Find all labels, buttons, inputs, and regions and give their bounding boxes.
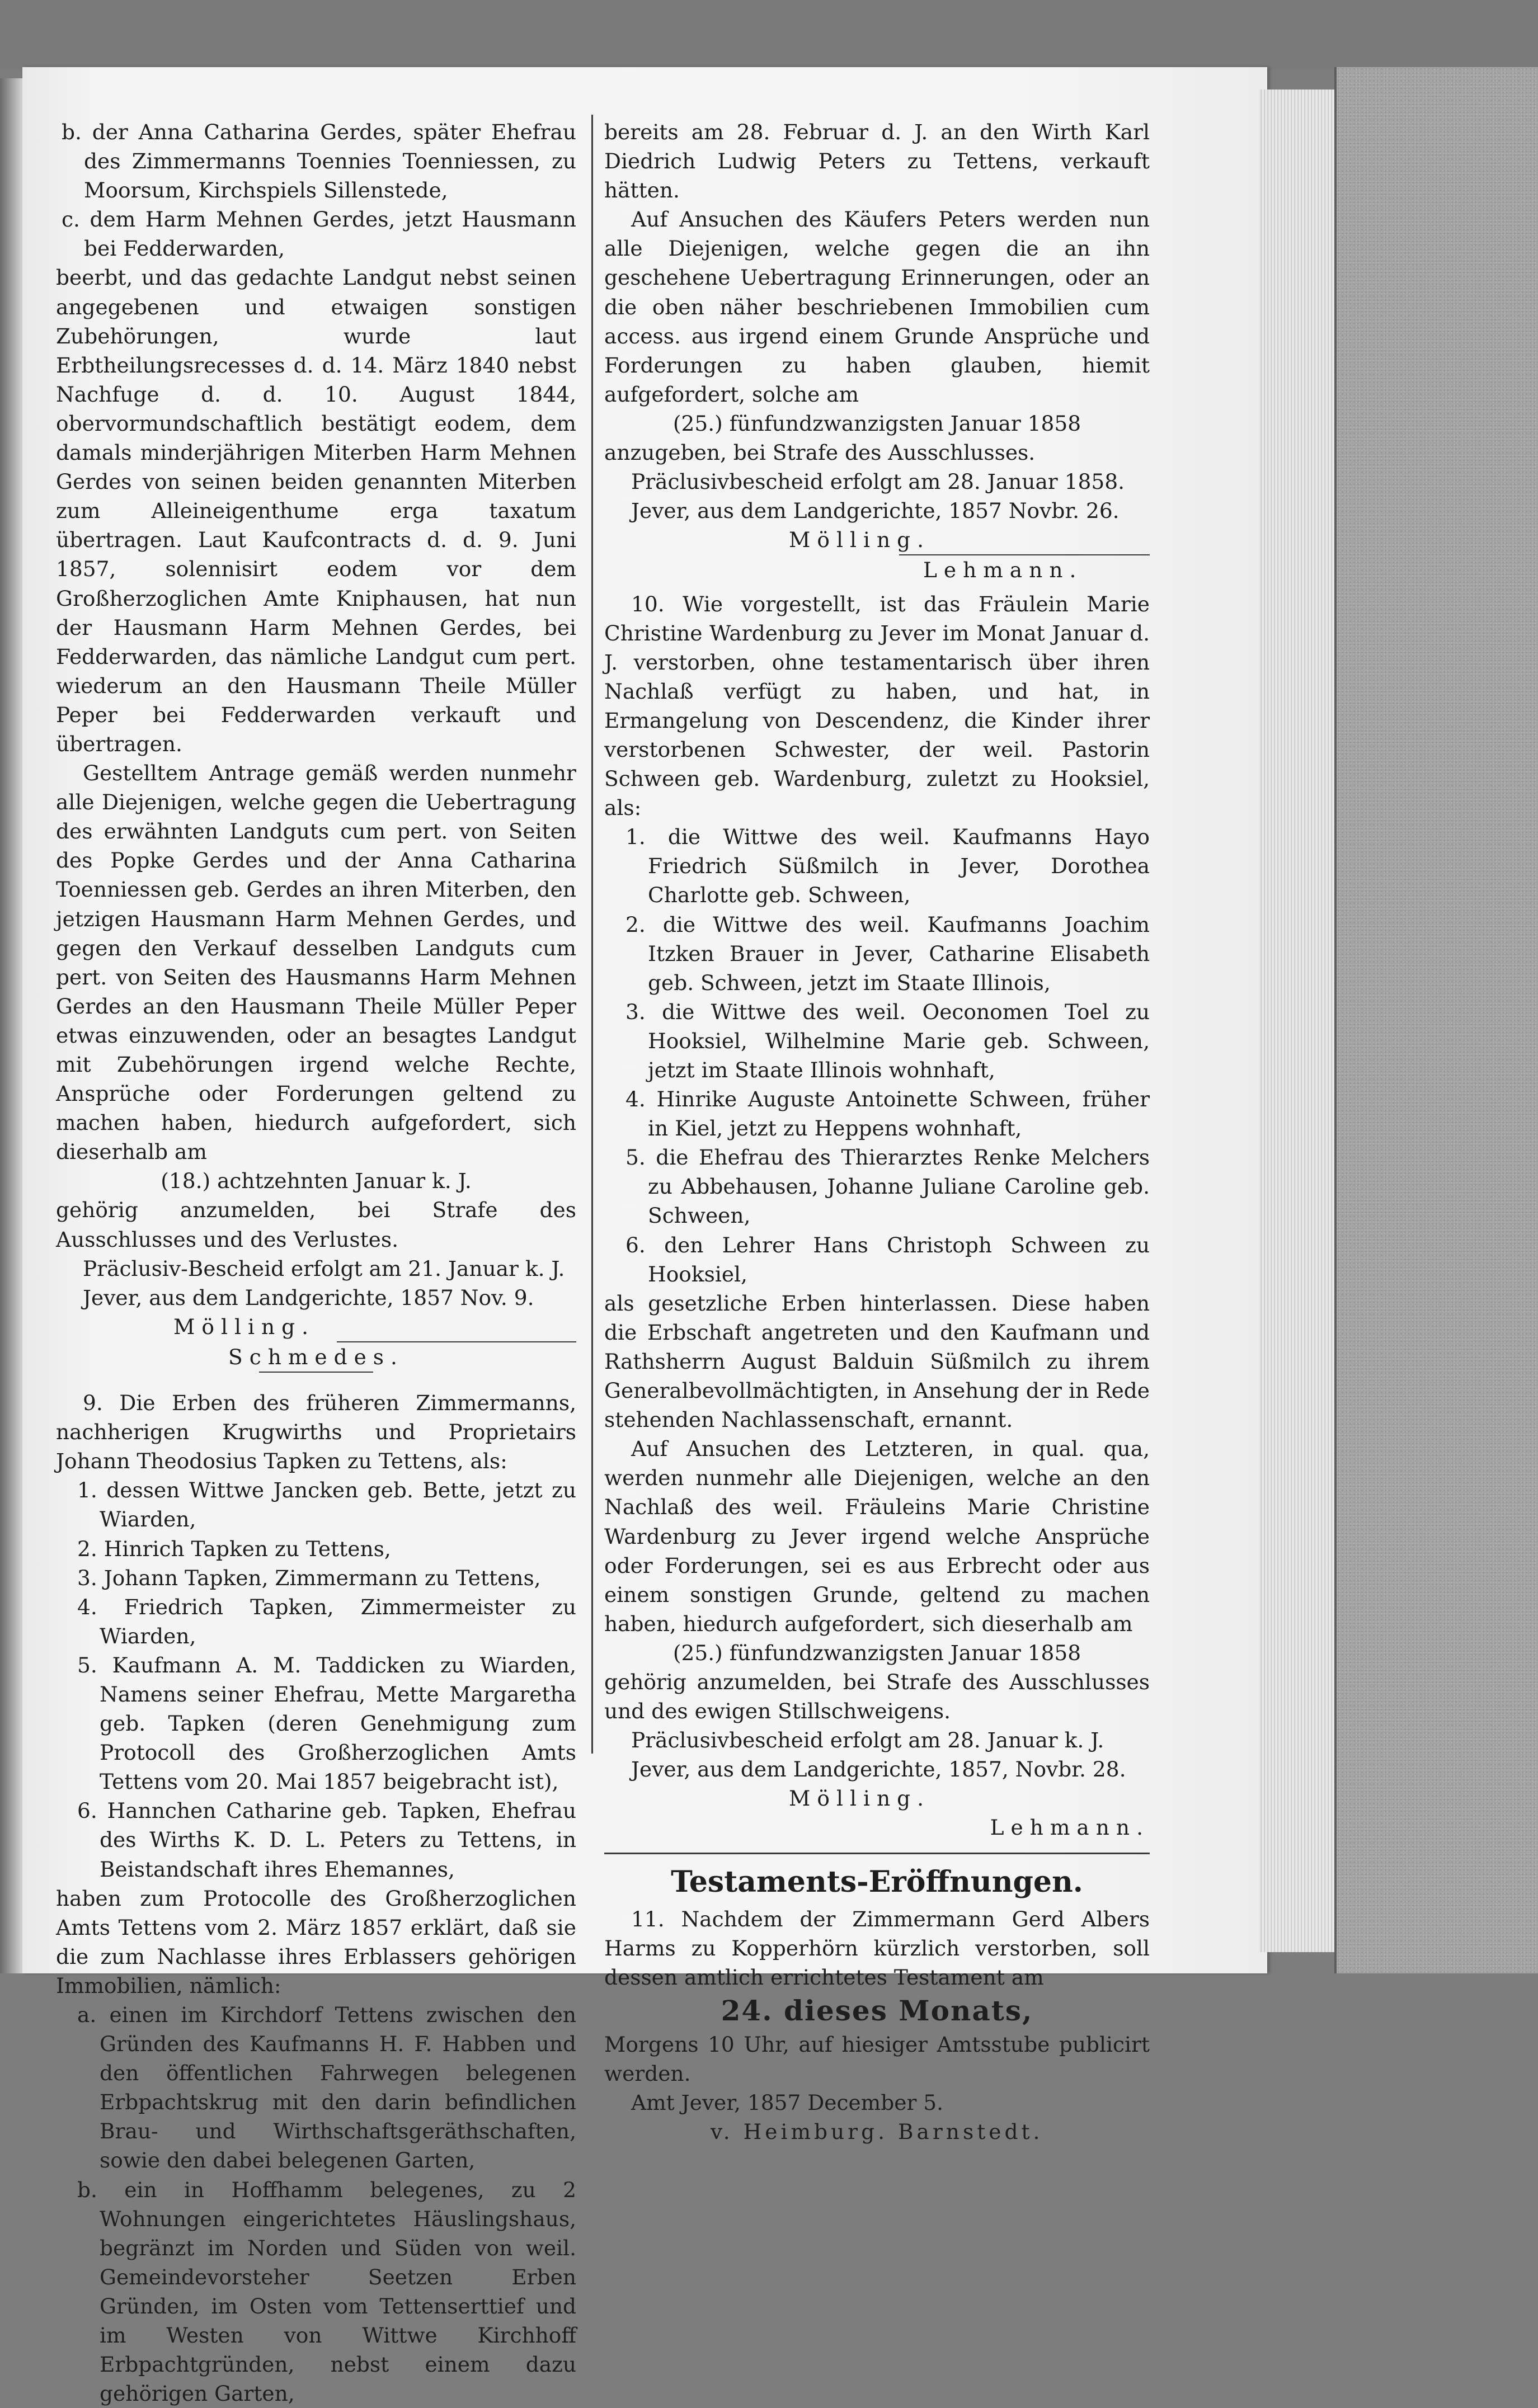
signature: Lehmann. xyxy=(923,558,1083,583)
left-column xyxy=(56,117,576,2408)
place-date: Jever, aus dem Landgerichte, 1857 Nov. 9. xyxy=(83,1285,534,1310)
column-divider xyxy=(591,115,593,1754)
place-date: Amt Jever, 1857 December 5. xyxy=(631,2090,944,2115)
paragraph: Gestelltem Antrage gemäß werden nunmehr alle Diejenigen, welche gegen die Uebertragung des erwähnten Landguts cum pert. von Seiten des Popke Gerdes und der Anna Catharina Toenniessen geb. Gerdes an ihren Miterben, den jetzigen Hausmann Harm Mehnen Gerdes, und gegen den Verkauf desselben Landguts cum pert. von Seiten des Hausmanns Harm Mehnen Gerdes an den Hausmann Theile Müller Peper etwas einzuwenden, oder an besagtes Landgut mit Zubehörungen irgend welche Rechte, Ansprüche oder Forderungen geltend zu machen haben, hiedurch aufgefordert, sich dieserhalb am xyxy=(56,761,576,1165)
deadline-date: (18.) achtzehnten Januar k. J. xyxy=(161,1168,472,1194)
paragraph: gehörig anzumelden, bei Strafe des Ausschlusses und des Verlustes. xyxy=(56,1198,576,1252)
publication-date: 24. dieses Monats, xyxy=(721,1994,1033,2027)
praeclusiv-notice: Präclusiv-Bescheid erfolgt am 21. Januar k. J. xyxy=(83,1256,565,1281)
signature: Lehmann. xyxy=(990,1815,1150,1840)
place-date: Jever, aus dem Landgerichte, 1857 Novbr. 26. xyxy=(631,498,1120,524)
paragraph: anzugeben, bei Strafe des Ausschlusses. xyxy=(604,440,1036,465)
paragraph: beerbt, und das gedachte Landgut nebst seinen angegebenen und etwaigen sonstigen Zubehörungen, wurde laut Erbtheilungsrecesses d. d. 14. März 1840 nebst Nachfuge d. d. 10. August 1844, obervormundschaftlich bestätigt eodem, dem damals minderjährigen Miterben Harm Mehnen Gerdes von seinen beiden genannten Miterben zum Alleineigenthume erga taxatum übertragen. Laut Kaufcontracts d. d. 9. Juni 1857, solennisirt eodem vor dem Großherzoglichen Amte Kniphausen, hat nun der Hausmann Harm Mehnen Gerdes, bei Fedderwarden, das nämliche Landgut cum pert. wiederum an den Hausmann Theile Müller Peper bei Fedderwarden verkauft und übertragen. xyxy=(56,265,576,756)
list-item: 2. Hinrich Tapken zu Tettens, xyxy=(77,1536,391,1561)
paragraph: bereits am 28. Februar d. J. an den Wirth Karl Diedrich Ludwig Peters zu Tettens, verkauft hätten. xyxy=(604,120,1150,203)
paragraph: Auf Ansuchen des Käufers Peters werden nun alle Diejenigen, welche gegen die an ihn geschehene Uebertragung Erinnerungen, oder an die oben näher beschriebenen Immobilien cum access. aus irgend einem Grunde Ansprüche und Forderungen zu haben glauben, hiemit aufgefordert, solche am xyxy=(604,207,1150,407)
section-heading: Testaments-Eröffnungen. xyxy=(671,1864,1083,1899)
list-item: b. ein in Hoffhamm belegenes, zu 2 Wohnungen eingerichtetes Häuslingshaus, begränzt im Norden und Süden von weil. Gemeindevorsteher Seetzen Erben Gründen, im Osten vom Tettenserttief und im Westen von Wittwe Kirchhoff Erbpachtgründen, nebst einem dazu gehörigen Garten, xyxy=(77,2177,576,2406)
section-rule xyxy=(604,1853,1150,1854)
list-item: 4. Hinrike Auguste Antoinette Schween, früher in Kiel, jetzt zu Heppens wohnhaft, xyxy=(625,1087,1150,1141)
list-item: 1. die Wittwe des weil. Kaufmanns Hayo Friedrich Süßmilch in Jever, Dorothea Charlotte geb. Schween, xyxy=(625,824,1150,908)
paragraph: 9. Die Erben des früheren Zimmermanns, nachherigen Krugwirths und Proprietairs Johann Theodosius Tapken zu Tettens, als: xyxy=(56,1391,576,1474)
list-item: 5. Kaufmann A. M. Taddicken zu Wiarden, Namens seiner Ehefrau, Mette Margaretha geb. Tapken (deren Genehmigung zum Protocoll des Großherzoglichen Amts Tettens vom 20. Mai 1857 beigebracht ist), xyxy=(77,1652,576,1794)
signature: Schmedes. xyxy=(228,1344,404,1369)
list-item: 6. den Lehrer Hans Christoph Schween zu Hooksiel, xyxy=(625,1232,1150,1287)
paragraph: haben zum Protocolle des Großherzoglichen Amts Tettens vom 2. März 1857 erklärt, daß sie die zum Nachlasse ihres Erblassers gehörigen Immobilien, nämlich: xyxy=(56,1886,576,1998)
list-item: 2. die Wittwe des weil. Kaufmanns Joachim Itzken Brauer in Jever, Catharine Elisabeth geb. Schween, jetzt im Staate Illinois, xyxy=(625,912,1150,995)
signature: Mölling. xyxy=(173,1314,316,1339)
paragraph: 10. Wie vorgestellt, ist das Fräulein Marie Christine Wardenburg zu Jever im Monat Januar d. J. verstorben, ohne testamentarisch über ihren Nachlaß verfügt zu haben, und hat, in Ermangelung von Descendenz, die Kinder ihrer verstorbenen Schwester, der weil. Pastorin Schween geb. Wardenburg, zuletzt zu Hooksiel, als: xyxy=(604,591,1150,821)
paragraph: gehörig anzumelden, bei Strafe des Ausschlusses und des ewigen Stillschweigens. xyxy=(604,1669,1150,1724)
signature: Mölling. xyxy=(789,527,931,553)
signature: Mölling. xyxy=(789,1786,931,1811)
list-item: 1. dessen Wittwe Jancken geb. Bette, jetzt zu Wiarden, xyxy=(77,1478,576,1532)
paragraph: Morgens 10 Uhr, auf hiesiger Amtsstube publicirt werden. xyxy=(604,2032,1150,2086)
list-item: c. dem Harm Mehnen Gerdes, jetzt Hausmann bei Fedderwarden, xyxy=(62,207,576,261)
paragraph: als gesetzliche Erben hinterlassen. Diese haben die Erbschaft angetreten und den Kaufmann und Rathsherrn August Balduin Süßmilch zu ihrem Generalbevollmächtigten, in Ansehung der in Rede stehenden Nachlassenschaft, ernannt. xyxy=(604,1290,1150,1432)
deadline-date: (25.) fünfundzwanzigsten Januar 1858 xyxy=(672,1640,1081,1665)
list-item: b. der Anna Catharina Gerdes, später Ehefrau des Zimmermanns Toennies Toenniessen, zu Moorsum, Kirchspiels Sillenstede, xyxy=(62,120,576,203)
list-item: 5. die Ehefrau des Thierarztes Renke Melchers zu Abbehausen, Johanne Juliane Caroline geb. Schween, xyxy=(625,1145,1150,1228)
list-item: 4. Friedrich Tapken, Zimmermeister zu Wiarden, xyxy=(77,1594,576,1648)
page-stack-edge xyxy=(1259,89,1339,1952)
separator-rule xyxy=(259,1372,374,1373)
deadline-date: (25.) fünfundzwanzigsten Januar 1858 xyxy=(672,411,1081,436)
praeclusiv-notice: Präclusivbescheid erfolgt am 28. Januar k. J. xyxy=(631,1728,1104,1753)
place-date: Jever, aus dem Landgerichte, 1857, Novbr. 28. xyxy=(631,1757,1126,1782)
praeclusiv-notice: Präclusivbescheid erfolgt am 28. Januar 1858. xyxy=(631,469,1125,494)
signature: v. Heimburg. Barnstedt. xyxy=(711,2119,1043,2145)
scan-background-top xyxy=(0,0,1538,70)
list-item: 6. Hannchen Catharine geb. Tapken, Ehefrau des Wirths K. D. L. Peters zu Tettens, in Beistandschaft ihres Ehemannes, xyxy=(77,1798,576,1882)
book-cover xyxy=(1334,67,1538,1973)
right-column xyxy=(604,117,1150,2146)
paragraph: 11. Nachdem der Zimmermann Gerd Albers Harms zu Kopperhörn kürzlich verstorben, soll dessen amtlich errichtetes Testament am xyxy=(604,1906,1150,1990)
list-item: a. einen im Kirchdorf Tettens zwischen den Gründen des Kaufmanns H. F. Habben und den öffentlichen Fahrwegen belegenen Erbpachtskrug mit den darin befindlichen Brau- und Wirthschaftsgeräthschaften, sowie den dabei belegenen Garten, xyxy=(77,2002,576,2173)
list-item: 3. die Wittwe des weil. Oeconomen Toel zu Hooksiel, Wilhelmine Marie geb. Schween, jetzt im Staate Illinois wohnhaft, xyxy=(625,999,1150,1082)
list-item: 3. Johann Tapken, Zimmermann zu Tettens, xyxy=(77,1565,541,1590)
paragraph: Auf Ansuchen des Letzteren, in qual. qua, werden nunmehr alle Diejenigen, welche an den Nachlaß des weil. Fräuleins Marie Christine Wardenburg zu Jever irgend welche Ansprüche oder Forderungen, sei es aus Erbrecht oder aus einem sonstigen Grunde, geltend zu machen haben, hiedurch aufgefordert, sich dieserhalb am xyxy=(604,1436,1150,1636)
